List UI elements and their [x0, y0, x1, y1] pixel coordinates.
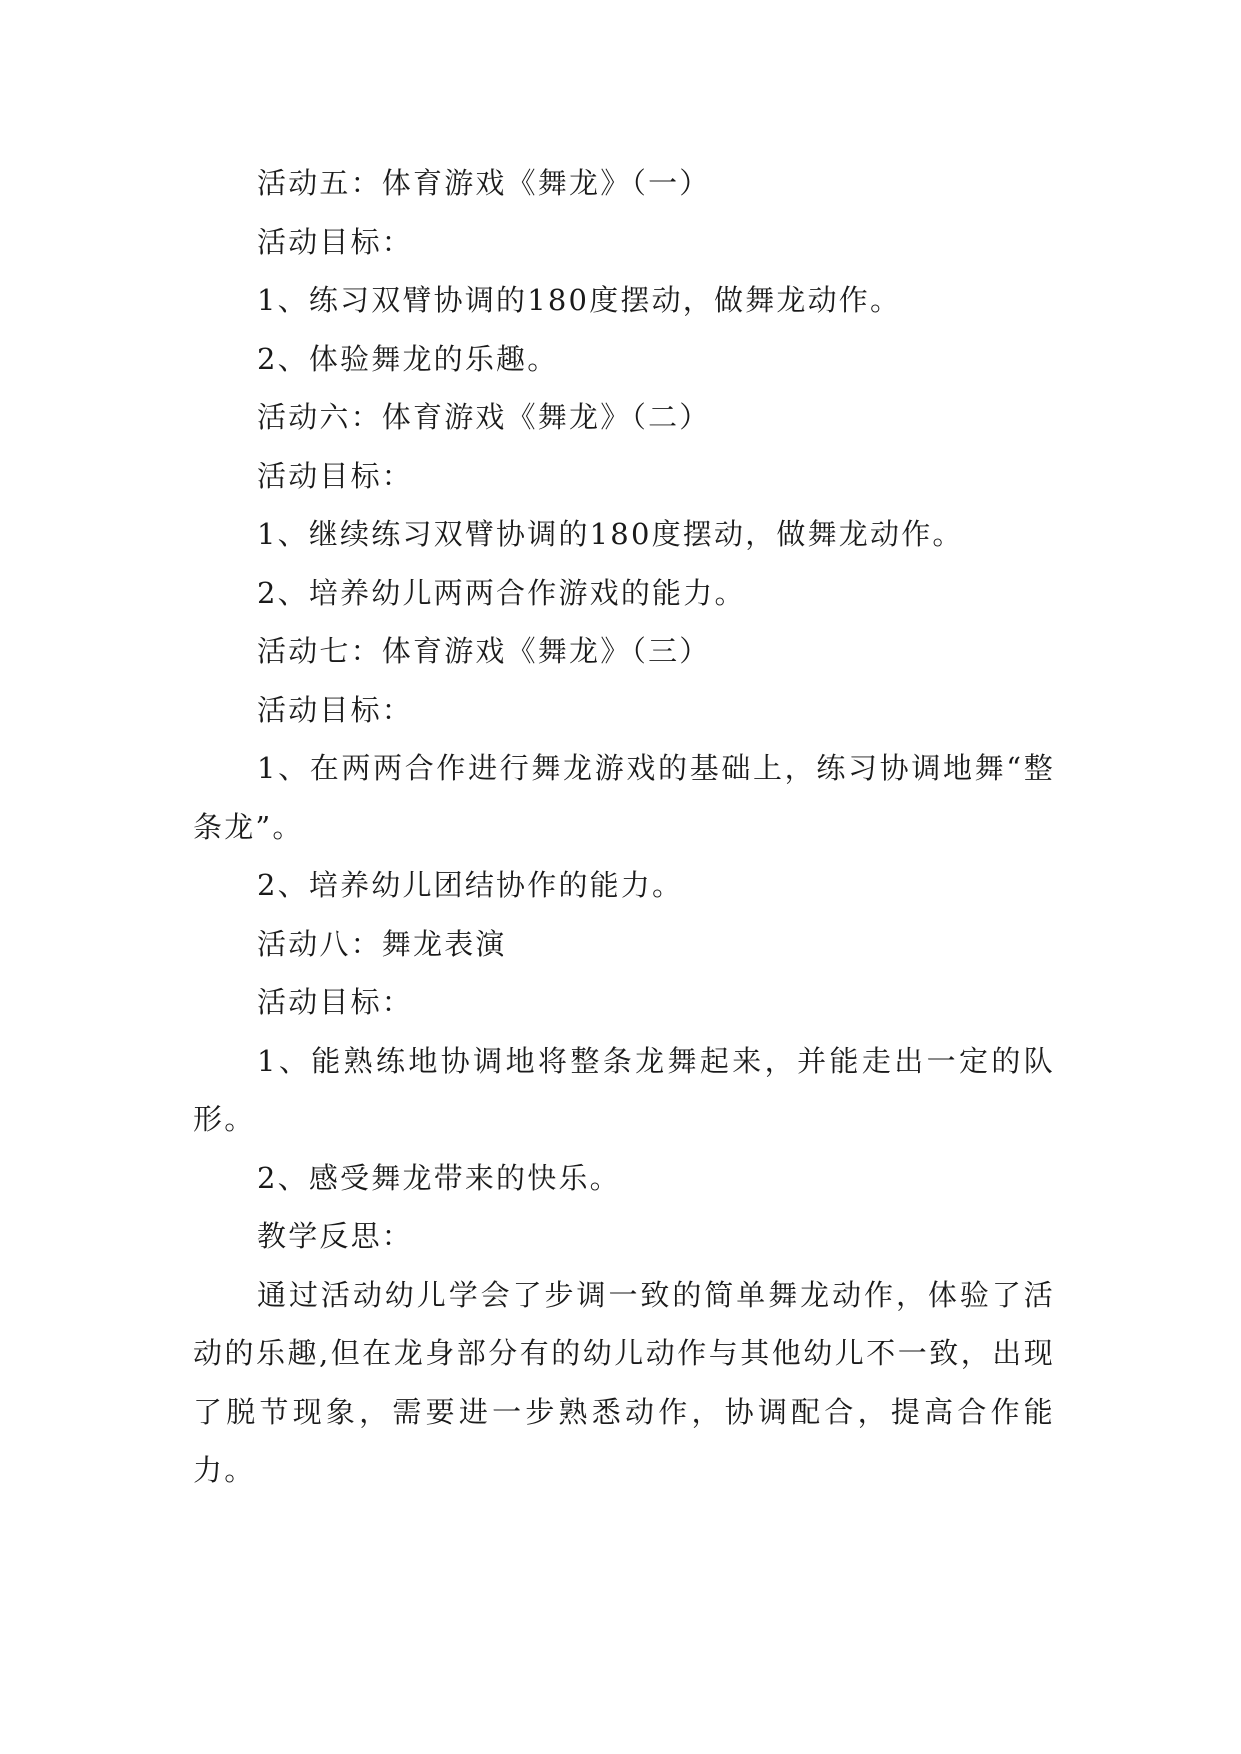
- heading-activity-8: 活动八：舞龙表演: [257, 926, 507, 961]
- heading-activity-6: 活动六：体育游戏《舞龙》（二）: [257, 400, 711, 434]
- goal-item: 1、在两两合作进行舞龙游戏的基础上，练习协调地舞“整条龙”。: [193, 751, 1055, 844]
- goal-item: 1、能熟练地协调地将整条龙舞起来，并能走出一定的队形。: [193, 1043, 1055, 1136]
- goals-label: 活动目标：: [257, 985, 414, 1019]
- goal-item: 2、培养幼儿两两合作游戏的能力。: [257, 575, 746, 610]
- goals-label: 活动目标：: [257, 458, 414, 493]
- goal-item: 1、继续练习双臂协调的180度摆动，做舞龙动作。: [257, 517, 964, 551]
- reflection-heading: 教学反思：: [257, 1219, 414, 1253]
- document-body: [193, 154, 1055, 1500]
- goal-item: 2、体验舞龙的乐趣。: [257, 341, 559, 376]
- goal-item: 2、感受舞龙带来的快乐。: [257, 1160, 621, 1195]
- heading-activity-5: 活动五：体育游戏《舞龙》（一）: [257, 166, 711, 200]
- goals-label: 活动目标：: [257, 692, 414, 727]
- heading-activity-7: 活动七：体育游戏《舞龙》（三）: [257, 634, 711, 668]
- reflection-text: 通过活动幼儿学会了步调一致的简单舞龙动作，体验了活动的乐趣,但在龙身部分有的幼儿动作与其他幼儿不一致，出现了脱节现象，需要进一步熟悉动作，协调配合，提高合作能力。: [193, 1277, 1055, 1487]
- goals-label: 活动目标：: [257, 224, 414, 259]
- goal-item: 2、培养幼儿团结协作的能力。: [257, 868, 684, 902]
- goal-item: 1、练习双臂协调的180度摆动，做舞龙动作。: [257, 283, 902, 317]
